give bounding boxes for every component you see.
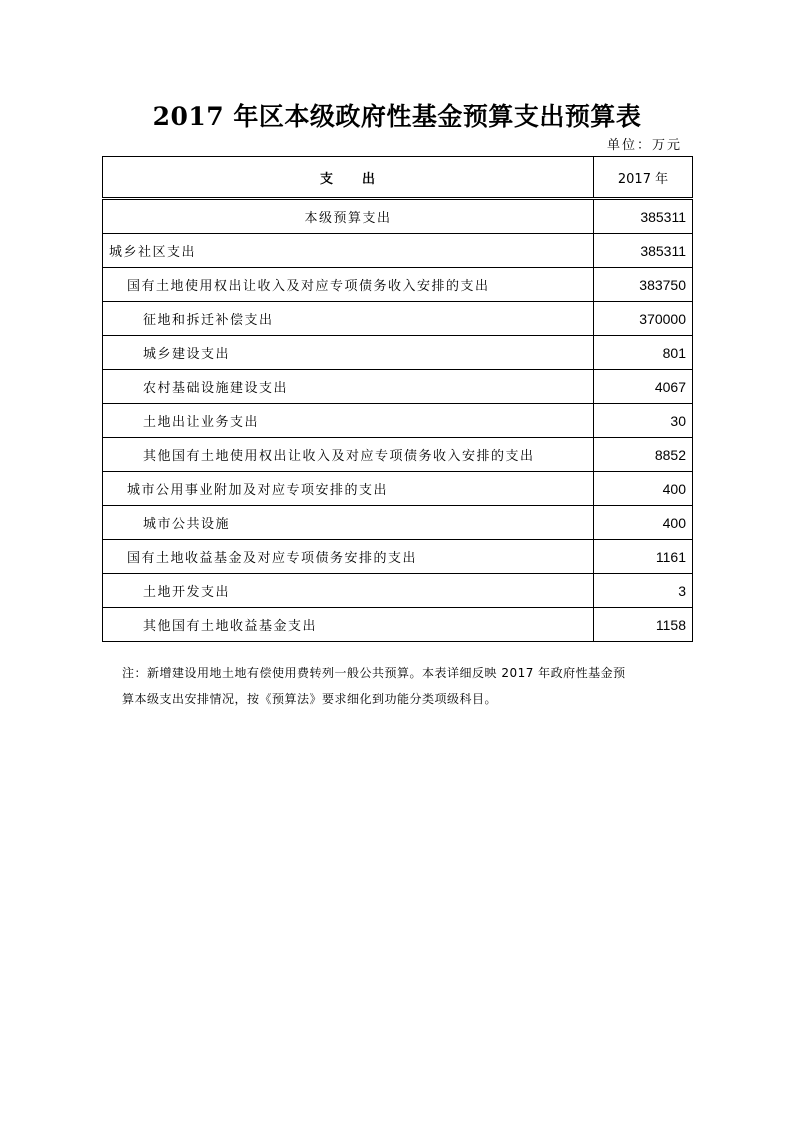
row-item-value: 385311 [594,199,693,234]
table-row [103,472,693,506]
row-item-value: 383750 [594,268,693,302]
row-item-name: 土地出让业务支出 [103,404,594,438]
row-item-value: 1161 [594,540,693,574]
row-item-value: 400 [594,472,693,506]
row-item-name: 城乡社区支出 [103,234,594,268]
row-item-name: 国有土地使用权出让收入及对应专项债务收入安排的支出 [103,268,594,302]
row-item-name: 其他国有土地收益基金支出 [103,608,594,642]
table-header-row [103,157,693,199]
row-item-name: 土地开发支出 [103,574,594,608]
page-title: 2017 年区本级政府性基金预算支出预算表 [152,102,642,131]
table-row [103,268,693,302]
row-item-name: 国有土地收益基金及对应专项债务安排的支出 [103,540,594,574]
table-row [103,506,693,540]
row-item-name: 其他国有土地使用权出让收入及对应专项债务收入安排的支出 [103,438,594,472]
row-item-value: 4067 [594,370,693,404]
table-row [103,199,693,234]
row-item-value: 1158 [594,608,693,642]
row-item-value: 30 [594,404,693,438]
header-year: 2017 年 [594,157,693,199]
table-row [103,574,693,608]
budget-table [102,156,693,642]
table-row [103,370,693,404]
row-item-value: 385311 [594,234,693,268]
footnote-line: 注：新增建设用地土地有偿使用费转列一般公共预算。本表详细反映 2017 年政府性基金预 [122,666,626,680]
row-item-name: 城市公用事业附加及对应专项安排的支出 [103,472,594,506]
table-row [103,404,693,438]
table-row [103,438,693,472]
table-row [103,234,693,268]
row-item-value: 801 [594,336,693,370]
table-row [103,302,693,336]
table-row [103,540,693,574]
footnote-line: 算本级支出安排情况，按《预算法》要求细化到功能分类项级科目。 [122,692,498,706]
row-item-value: 8852 [594,438,693,472]
row-item-name: 本级预算支出 [103,199,594,234]
row-item-name: 征地和拆迁补偿支出 [103,302,594,336]
row-item-name: 城市公共设施 [103,506,594,540]
table-row [103,608,693,642]
header-expenditure: 支 出 [103,157,594,199]
table-row [103,336,693,370]
row-item-name: 农村基础设施建设支出 [103,370,594,404]
row-item-name: 城乡建设支出 [103,336,594,370]
row-item-value: 370000 [594,302,693,336]
footnote [122,660,692,712]
unit-label: 单位：万元 [606,138,682,153]
row-item-value: 400 [594,506,693,540]
row-item-value: 3 [594,574,693,608]
